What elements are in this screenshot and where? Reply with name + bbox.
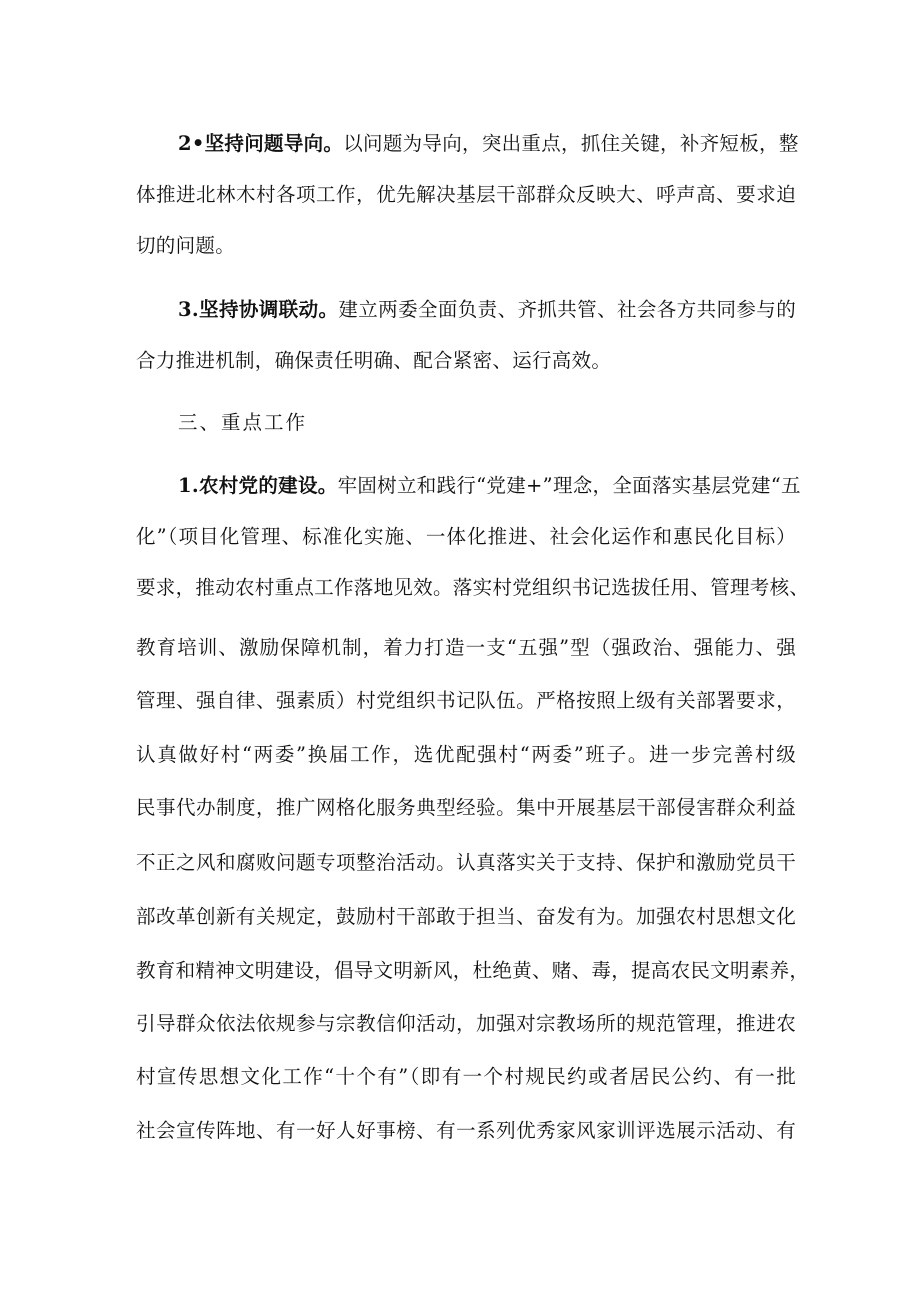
paragraph-lead: 2•坚持问题导向。 [178, 132, 344, 155]
paragraph-text: 以问题为导向，突出重点，抓住关键，补齐短板，整 [343, 132, 799, 155]
paragraph-line: 管理、强自律、强素质）村党组织书记队伍。严格按照上级有关部署要求， [136, 689, 796, 712]
paragraph-line: 化”（项目化管理、标准化实施、一体化推进、社会化运作和惠民化目标） [136, 525, 796, 548]
paragraph-line [178, 124, 799, 164]
paragraph-line [178, 466, 801, 506]
section-heading: 三、重点工作 [178, 411, 308, 434]
paragraph-line: 教育和精神文明建设，倡导文明新风，杜绝黄、赌、毒，提高农民文明素养， [136, 959, 810, 982]
paragraph-line [178, 290, 796, 330]
paragraph-line: 切的问题。 [136, 234, 236, 257]
paragraph-text: 建立两委全面负责、齐抓共管、社会各方共同参与的 [338, 298, 796, 321]
paragraph-line: 社会宣传阵地、有一好人好事榜、有一系列优秀家风家训评选展示活动、有 [136, 1119, 796, 1142]
paragraph-line: 不正之风和腐败问题专项整治活动。认真落实关于支持、保护和激励党员干 [136, 851, 796, 874]
paragraph-lead: 3.坚持协调联动。 [178, 298, 339, 321]
paragraph-line: 部改革创新有关规定，鼓励村干部敢于担当、奋发有为。加强农村思想文化 [136, 905, 796, 928]
paragraph-line: 体推进北林木村各项工作，优先解决基层干部群众反映大、呼声高、要求迫 [136, 183, 796, 206]
paragraph-line: 村宣传思想文化工作“十个有”（即有一个村规民约或者居民公约、有一批 [136, 1065, 796, 1088]
paragraph-line: 引导群众依法依规参与宗教信仰活动，加强对宗教场所的规范管理，推进农 [136, 1012, 796, 1035]
paragraph-line: 合力推进机制，确保责任明确、配合紧密、运行高效。 [136, 349, 612, 372]
paragraph-lead: 1.农村党的建设。 [178, 474, 338, 497]
paragraph-text: 牢固树立和践行“党建+”理念，全面落实基层党建“五 [337, 474, 801, 497]
paragraph-line: 要求，推动农村重点工作落地见效。落实村党组织书记选拔任用、管理考核、 [136, 576, 810, 599]
paragraph-line: 教育培训、激励保障机制，着力打造一支“五强”型（强政治、强能力、强 [136, 636, 796, 659]
paragraph-line: 认真做好村“两委”换届工作，选优配强村“两委”班子。进一步完善村级 [136, 743, 796, 766]
paragraph-line: 民事代办制度，推广网格化服务典型经验。集中开展基层干部侵害群众利益 [136, 796, 796, 819]
